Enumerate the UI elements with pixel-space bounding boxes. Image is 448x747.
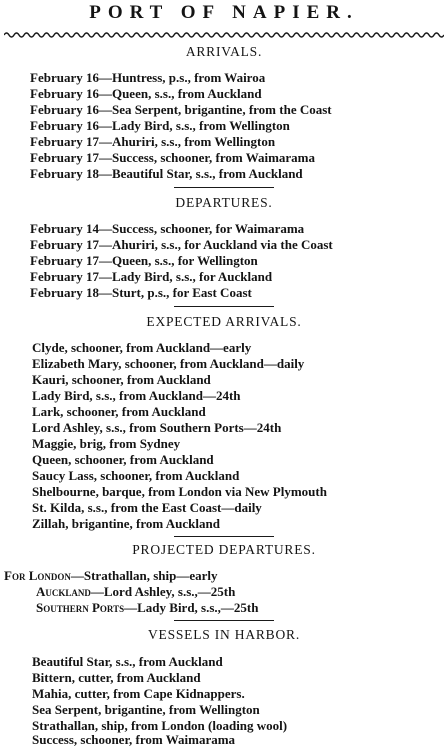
expected-entry: Saucy Lass, schooner, from Auckland bbox=[32, 468, 240, 483]
expected-entry: Lark, schooner, from Auckland bbox=[32, 404, 206, 419]
arrival-entry: February 17—Ahuriri, s.s., from Wellington bbox=[30, 134, 276, 149]
section-rule bbox=[174, 620, 274, 621]
arrivals-heading: ARRIVALS. bbox=[185, 44, 263, 59]
arrival-entry: February 16—Queen, s.s., from Auckland bbox=[30, 86, 262, 101]
arrival-entry: February 16—Huntress, p.s., from Wairoa bbox=[30, 70, 266, 85]
expected-entry: Elizabeth Mary, schooner, from Auckland—daily bbox=[32, 356, 305, 371]
departure-entry: February 17—Queen, s.s., for Wellington bbox=[30, 253, 258, 268]
harbor-entry: Sea Serpent, brigantine, from Wellington bbox=[32, 702, 260, 717]
expected-entry: Clyde, schooner, from Auckland—early bbox=[32, 340, 252, 355]
section-rule bbox=[174, 536, 274, 537]
projected-entry bbox=[4, 568, 218, 583]
projected-entry bbox=[36, 600, 259, 615]
projected-detail: —Lady Bird, s.s.,—25th bbox=[124, 600, 259, 615]
harbor-entry: Mahia, cutter, from Cape Kidnappers. bbox=[32, 686, 245, 701]
harbor-entry: Strathallan, ship, from London (loading wool) bbox=[32, 718, 288, 733]
expected-entry: Kauri, schooner, from Auckland bbox=[32, 372, 211, 387]
arrival-entry: February 16—Sea Serpent, brigantine, from the Coast bbox=[30, 102, 332, 117]
harbor-entry: Success, schooner, from Waimarama bbox=[32, 732, 236, 747]
arrival-entry: February 16—Lady Bird, s.s., from Wellington bbox=[30, 118, 290, 133]
vessels-in-harbor-heading: VESSELS IN HARBOR. bbox=[147, 627, 301, 642]
masthead-title: PORT OF NAPIER. bbox=[89, 2, 359, 23]
arrival-entry: February 18—Beautiful Star, s.s., from Auckland bbox=[30, 166, 303, 181]
projected-entry bbox=[36, 584, 235, 599]
expected-arrivals-heading: EXPECTED ARRIVALS. bbox=[146, 314, 302, 329]
wavy-rule bbox=[4, 30, 444, 40]
departure-entry: February 17—Ahuriri, s.s., for Auckland via the Coast bbox=[30, 237, 333, 252]
section-rule bbox=[174, 187, 274, 188]
expected-entry: Maggie, brig, from Sydney bbox=[32, 436, 181, 451]
section-rule bbox=[174, 306, 274, 307]
departure-entry: February 18—Sturt, p.s., for East Coast bbox=[30, 285, 252, 300]
projected-detail: —Strathallan, ship—early bbox=[70, 568, 218, 583]
expected-entry: Queen, schooner, from Auckland bbox=[32, 452, 214, 467]
harbor-entry: Beautiful Star, s.s., from Auckland bbox=[32, 654, 223, 669]
expected-entry: Zillah, brigantine, from Auckland bbox=[32, 516, 220, 531]
departure-entry: February 17—Lady Bird, s.s., for Auckland bbox=[30, 269, 273, 284]
departures-heading: DEPARTURES. bbox=[175, 195, 273, 210]
expected-entry: Lord Ashley, s.s., from Southern Ports—24th bbox=[32, 420, 282, 435]
projected-detail: —Lord Ashley, s.s.,—25th bbox=[90, 584, 236, 599]
projected-destination: Auckland bbox=[36, 584, 91, 599]
departure-entry: February 14—Success, schooner, for Waimarama bbox=[30, 221, 305, 236]
expected-entry: Lady Bird, s.s., from Auckland—24th bbox=[32, 388, 241, 403]
expected-entry: St. Kilda, s.s., from the East Coast—daily bbox=[32, 500, 262, 515]
projected-destination: For London bbox=[4, 568, 71, 583]
arrival-entry: February 17—Success, schooner, from Waimarama bbox=[30, 150, 316, 165]
harbor-entry: Bittern, cutter, from Auckland bbox=[32, 670, 201, 685]
expected-entry: Shelbourne, barque, from London via New Plymouth bbox=[32, 484, 327, 499]
projected-destination: Southern Ports bbox=[36, 600, 125, 615]
projected-departures-heading: PROJECTED DEPARTURES. bbox=[132, 542, 316, 557]
